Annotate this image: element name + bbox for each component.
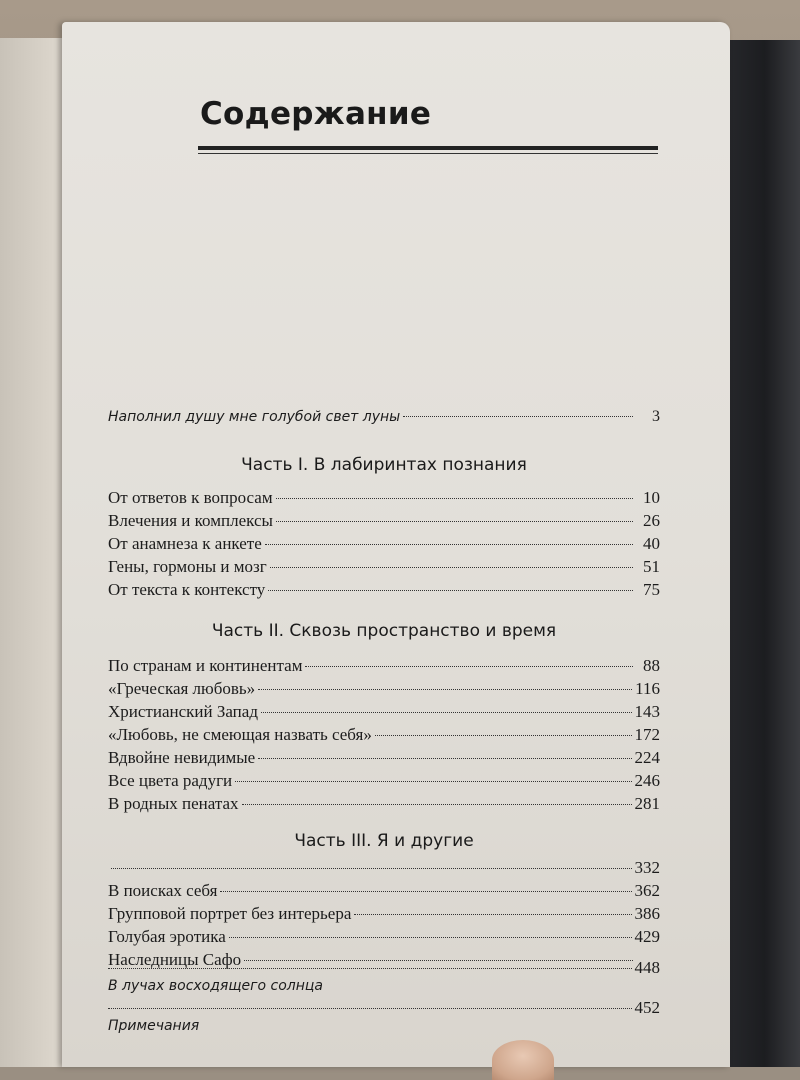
toc-entry-page: 246 [634, 771, 660, 790]
leader-dots [111, 868, 632, 869]
leader-dots [108, 1008, 632, 1009]
leader-dots [270, 567, 633, 568]
toc-entry [108, 771, 660, 794]
leader-dots [354, 914, 631, 915]
toc-entry-page: 448 [634, 958, 660, 977]
toc-entry-label: «Греческая любовь» [108, 679, 256, 698]
toc-entry-label: Гены, гормоны и мозг [108, 557, 267, 576]
toc-entry-label: В поисках себя [108, 881, 218, 900]
toc-entry-page: 26 [643, 511, 660, 530]
toc-entry-label: Вдвойне невидимые [108, 748, 256, 767]
toc-entry [108, 725, 660, 748]
toc-entry [108, 904, 660, 927]
toc-part-2 [108, 616, 660, 817]
toc-entry [108, 488, 660, 511]
toc-entry-label: От ответов к вопросам [108, 488, 273, 507]
leader-dots [235, 781, 631, 782]
leader-dots [305, 666, 633, 667]
toc-entry-label: От текста к контексту [108, 580, 266, 599]
part-heading: Часть III. Я и другие [294, 831, 474, 851]
toc-part-3 [108, 826, 660, 973]
toc-entry-page: 3 [652, 408, 660, 425]
toc-entry-label: Все цвета радуги [108, 771, 233, 790]
toc-entry-page: 452 [634, 998, 660, 1017]
leader-dots [268, 590, 633, 591]
left-page-edge [0, 38, 70, 1067]
part-heading: Часть I. В лабиринтах познания [241, 455, 527, 475]
toc-entry-label: Христианский Запад [108, 702, 258, 721]
toc-entry-label: Наследницы Сафо [108, 950, 242, 969]
toc-closing [108, 958, 660, 1038]
leader-dots [261, 712, 632, 713]
toc-entry-page: 10 [643, 488, 660, 507]
toc-entry [108, 656, 660, 679]
toc-entry [108, 858, 660, 881]
title-rule-thin [198, 153, 658, 154]
toc-entry-page: 172 [634, 725, 660, 744]
leader-dots [258, 758, 631, 759]
leader-dots [220, 891, 631, 892]
toc-entry-label: Примечания [108, 1018, 200, 1034]
leader-dots [276, 521, 633, 522]
toc-entry-page: 386 [634, 904, 660, 923]
toc-entry-page: 40 [643, 534, 660, 553]
toc-entry-page: 116 [635, 679, 660, 698]
toc-entry-label: В родных пенатах [108, 794, 239, 813]
toc-entry-page: 51 [643, 557, 660, 576]
toc-entry [108, 580, 660, 603]
toc-entry [108, 534, 660, 557]
toc-entry-page: 362 [634, 881, 660, 900]
toc-entry [108, 557, 660, 580]
thumb [492, 1040, 554, 1080]
leader-dots [242, 804, 632, 805]
toc-entry-page: 75 [643, 580, 660, 599]
toc-entry-page: 332 [634, 858, 660, 877]
toc-entry-label: От анамнеза к анкете [108, 534, 262, 553]
leader-dots [276, 498, 633, 499]
toc-entry [108, 511, 660, 534]
leader-dots [403, 416, 633, 417]
toc-entry-label: В лучах восходящего солнца [108, 978, 323, 994]
toc-entry-page: 88 [643, 656, 660, 675]
toc-entry-page: 143 [634, 702, 660, 721]
toc-entry-page: 224 [634, 748, 660, 767]
leader-dots [265, 544, 633, 545]
toc-entry-label: Групповой портрет без интерьера [108, 904, 352, 923]
leader-dots [108, 968, 632, 969]
page-title: Содержание [200, 96, 432, 132]
toc-entry-page: 281 [634, 794, 660, 813]
toc-entry-label: Наполнил душу мне голубой свет луны [108, 409, 401, 425]
toc-entry-label: По странам и континентам [108, 656, 303, 675]
toc-part-1 [108, 450, 660, 603]
toc-entry-label: «Любовь, не смеющая назвать себя» [108, 725, 372, 744]
title-rule [198, 146, 658, 150]
toc-entry-label: Влечения и комплексы [108, 511, 273, 530]
toc-entry [108, 679, 660, 702]
toc-entry [108, 958, 660, 998]
leader-dots [375, 735, 632, 736]
leader-dots [229, 937, 632, 938]
toc-entry [108, 794, 660, 817]
toc-entry-page: 429 [634, 927, 660, 946]
toc-entry [108, 408, 660, 431]
toc-entry [108, 998, 660, 1038]
toc-entry [108, 748, 660, 771]
leader-dots [258, 689, 632, 690]
toc-entry-label: Голубая эротика [108, 927, 226, 946]
toc-entry [108, 927, 660, 950]
toc-preface [108, 408, 660, 431]
toc-entry [108, 702, 660, 725]
part-heading: Часть II. Сквозь пространство и время [211, 621, 557, 641]
toc-entry [108, 881, 660, 904]
